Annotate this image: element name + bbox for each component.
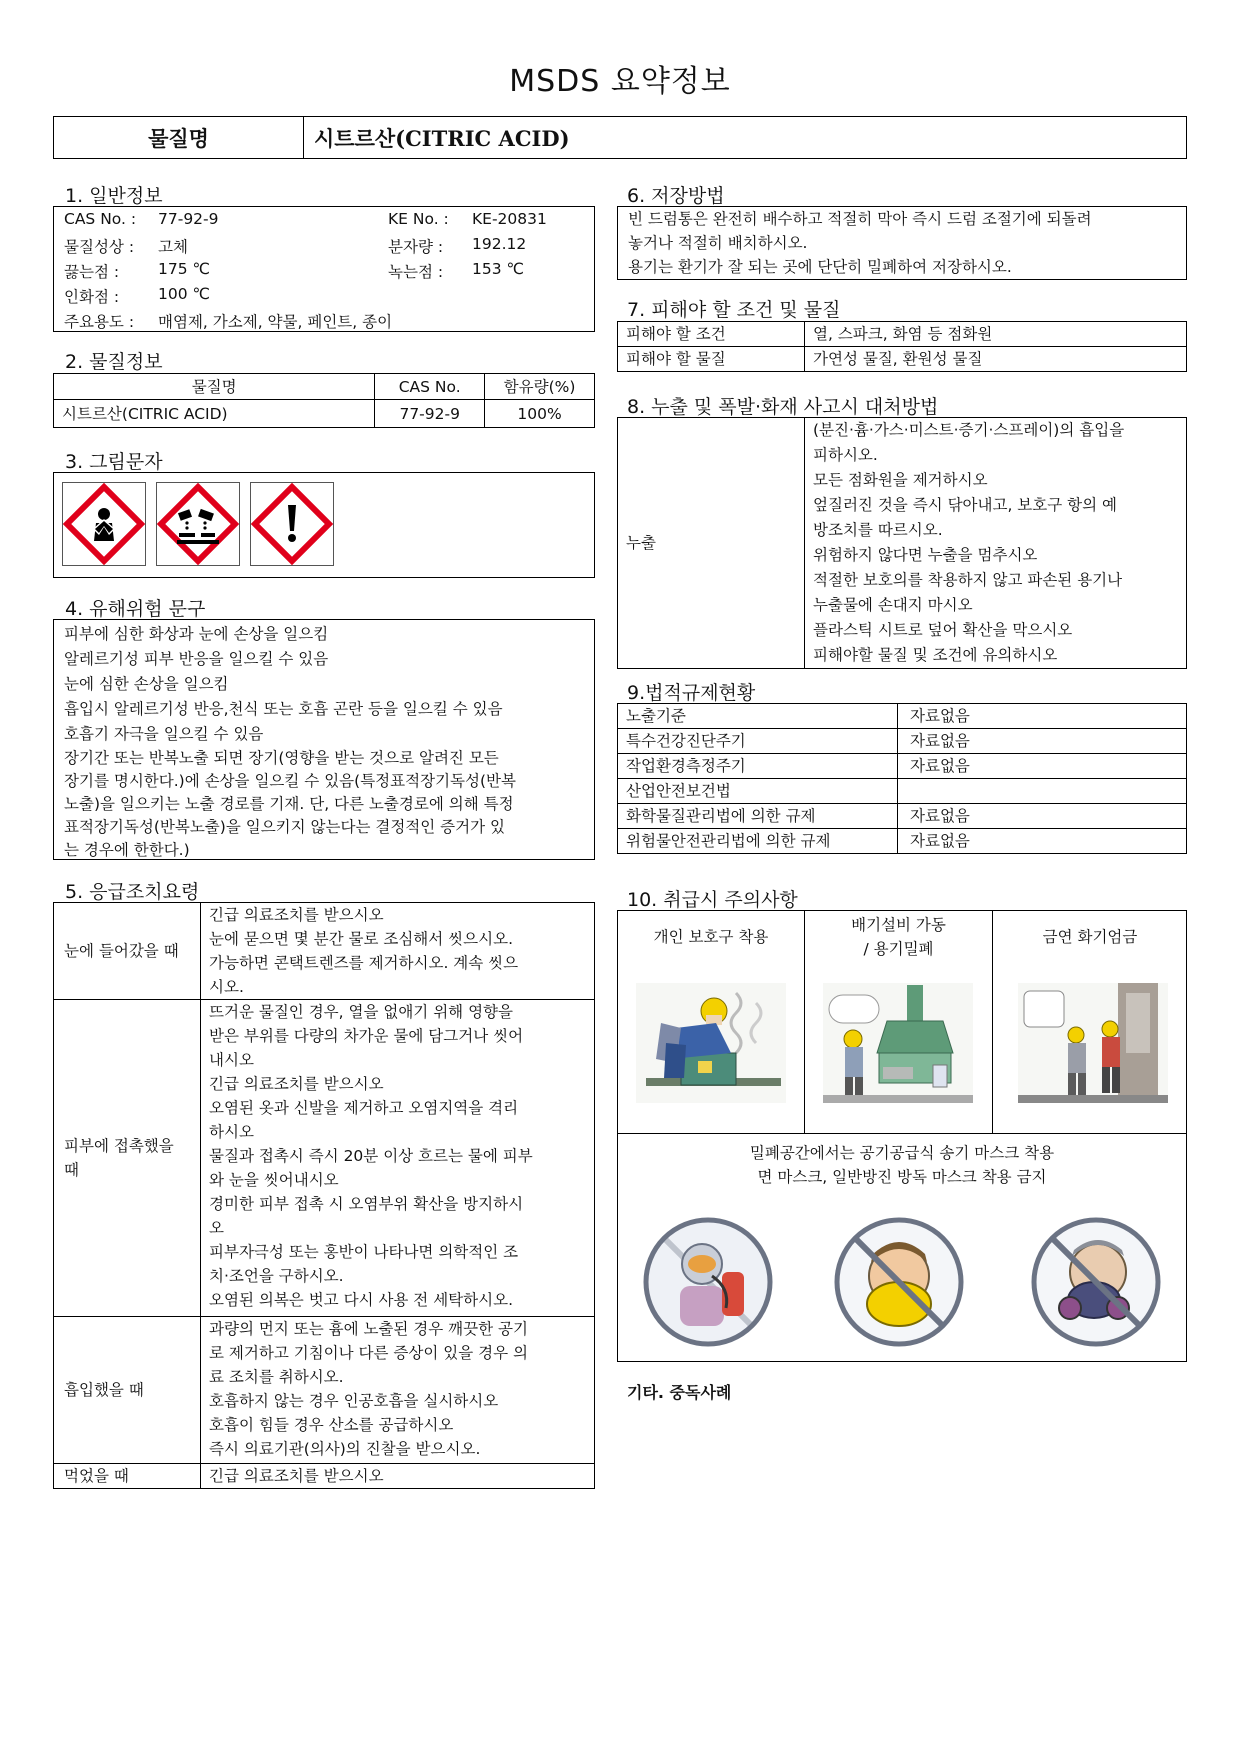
leak-table <box>617 417 1187 669</box>
eye-line: 긴급 의료조치를 받으시오 <box>209 906 384 924</box>
avoid-mat-label: 피해야 할 물질 <box>618 347 805 372</box>
row-substance-name: 시트르산(CITRIC ACID) <box>54 400 375 428</box>
mp-value: 153 ℃ <box>472 260 524 278</box>
corrosion-icon <box>156 482 240 566</box>
skin-line: 받은 부위를 다량의 차가운 물에 담그거나 씻어 <box>209 1027 524 1045</box>
substance-name-box <box>53 116 1187 159</box>
hazard-line: 장기를 명시한다.)에 손상을 일으킬 수 있음(특정표적장기독성(반복 <box>64 772 516 790</box>
use-label: 주요용도 : <box>64 313 135 331</box>
col-cas-header: CAS No. <box>375 374 485 400</box>
regulation-table <box>617 703 1187 854</box>
handling-col2-label <box>805 913 992 961</box>
substance-label: 물질명 <box>54 117 304 158</box>
leak-line: 누출물에 손대지 마시오 <box>813 596 973 614</box>
state-label: 물질성상 : <box>64 238 135 256</box>
sec9-heading: 9.법적규제현황 <box>627 682 756 704</box>
sec8-heading: 8. 누출 및 폭발·화재 사고시 대처방법 <box>627 396 939 418</box>
hazard-line: 장기간 또는 반복노출 되면 장기(영향을 받는 것으로 알려진 모든 <box>64 749 499 767</box>
eye-line: 가능하면 콘택트렌즈를 제거하시오. 계속 씻으 <box>209 954 519 972</box>
mask-note <box>618 1141 1186 1189</box>
cotton-mask-prohibited-icon <box>833 1216 965 1348</box>
fp-label: 인화점 : <box>64 288 120 306</box>
cas-value: 77-92-9 <box>158 210 219 228</box>
inhale-line: 호흡이 힘들 경우 산소를 공급하시오 <box>209 1416 454 1434</box>
hazard-line: 흡입시 알레르기성 반응,천식 또는 호흡 곤란 등을 일으킬 수 있음 <box>64 700 503 718</box>
hazard-line: 피부에 심한 화상과 눈에 손상을 일으킴 <box>64 625 329 643</box>
bp-label: 끓는점 : <box>64 263 120 281</box>
air-supplied-mask-icon <box>642 1216 774 1348</box>
leak-line: 피하시오. <box>813 446 878 464</box>
handling-col1-label: 개인 보호구 착용 <box>653 928 769 946</box>
mask-note-line1: 밀폐공간에서는 공기공급식 송기 마스크 착용 <box>749 1144 1055 1162</box>
storage-line: 용기는 환기가 잘 되는 곳에 단단히 밀폐하여 저장하시오. <box>628 258 1012 276</box>
leak-line: 플라스틱 시트로 덮어 확산을 막으시오 <box>813 621 1073 639</box>
skin-line: 와 눈을 씻어내시오 <box>209 1171 339 1189</box>
substance-table <box>53 373 595 428</box>
page-title: MSDS 요약정보 <box>509 64 731 99</box>
sec10-heading: 10. 취급시 주의사항 <box>627 889 798 911</box>
no-smoking-illustration <box>1018 983 1168 1103</box>
sec5-heading: 5. 응급조치요령 <box>65 881 200 903</box>
skin-line: 피부자극성 또는 홍반이 나타나면 의학적인 조 <box>209 1243 519 1261</box>
skin-line: 내시오 <box>209 1051 254 1069</box>
health-hazard-icon <box>62 482 146 566</box>
skin-line: 오염된 옷과 신발을 제거하고 오염지역을 격리 <box>209 1099 519 1117</box>
storage-line: 빈 드럼통은 완전히 배수하고 적절히 막아 즉시 드럼 조절기에 되돌려 <box>628 210 1092 228</box>
skin-line: 긴급 의료조치를 받으시오 <box>209 1075 384 1093</box>
skin-line: 경미한 피부 접촉 시 오염부위 확산을 방지하시 <box>209 1195 524 1213</box>
eye-label: 눈에 들어갔을 때 <box>54 903 201 1000</box>
leak-line: 엎질러진 것을 즉시 닦아내고, 보호구 항의 예 <box>813 496 1118 514</box>
col-content-header: 함유량(%) <box>485 374 595 400</box>
pictogram-box <box>53 472 595 578</box>
leak-line: 적절한 보호의를 착용하지 않고 파손된 용기나 <box>813 571 1123 589</box>
handling-col2-line2: / 용기밀폐 <box>863 940 934 958</box>
hazard-line: 눈에 심한 손상을 일으킴 <box>64 675 229 693</box>
substance-value: 시트르산(CITRIC ACID) <box>314 125 570 151</box>
exclamation-icon <box>250 482 334 566</box>
skin-line: 하시오 <box>209 1123 254 1141</box>
hazard-line: 노출)을 일으키는 노출 경로를 기재. 단, 다른 노출경로에 의해 특정 <box>64 795 514 813</box>
mp-label: 녹는점 : <box>388 263 444 281</box>
hazard-line: 호흡기 자극을 일으킬 수 있음 <box>64 725 264 743</box>
hazard-line: 알레르기성 피부 반응을 일으킬 수 있음 <box>64 650 329 668</box>
first-aid-table <box>53 902 595 1489</box>
leak-line: 방조치를 따르시오. <box>813 521 943 539</box>
sec7-heading: 7. 피해야 할 조건 및 물질 <box>627 299 841 321</box>
ingest-line: 긴급 의료조치를 받으시오 <box>201 1464 595 1489</box>
reg-label: 화학물질관리법에 의한 규제 <box>618 804 898 829</box>
reg-value: 자료없음 <box>898 754 1187 779</box>
ke-label: KE No. : <box>388 210 449 228</box>
protective-gear-illustration <box>636 983 786 1103</box>
general-info-box <box>53 206 595 332</box>
inhale-line: 로 제거하고 기침이나 다른 증상이 있을 경우 의 <box>209 1344 528 1362</box>
skin-line: 물질과 접촉시 즉시 20분 이상 흐르는 물에 피부 <box>209 1147 533 1165</box>
skin-line: 오염된 의복은 벗고 다시 사용 전 세탁하시오. <box>209 1291 514 1309</box>
row-content: 100% <box>485 400 595 428</box>
use-value: 매염제, 가소제, 약물, 페인트, 종이 <box>158 313 393 331</box>
leak-line: 위험하지 않다면 누출을 멈추시오 <box>813 546 1038 564</box>
skin-line: 치·조언을 구하시오. <box>209 1267 344 1285</box>
reg-value: 자료없음 <box>898 804 1187 829</box>
gas-mask-prohibited-icon <box>1030 1216 1162 1348</box>
mw-value: 192.12 <box>472 235 527 253</box>
leak-line: (분진·흄·가스·미스트·증기·스프레이)의 흡입을 <box>813 421 1125 439</box>
eye-line: 눈에 묻으면 몇 분간 물로 조심해서 씻으시오. <box>209 930 514 948</box>
sec4-heading: 4. 유해위험 문구 <box>65 598 206 620</box>
avoid-cond-value: 열, 스파크, 화염 등 점화원 <box>805 322 1187 347</box>
leak-label: 누출 <box>618 418 805 669</box>
reg-value: 자료없음 <box>898 704 1187 729</box>
inhale-line: 료 조치를 취하시오. <box>209 1368 344 1386</box>
divider <box>618 1133 1186 1134</box>
fp-value: 100 ℃ <box>158 285 210 303</box>
inhale-line: 즉시 의료기관(의사)의 진찰을 받으시오. <box>209 1440 481 1458</box>
sec1-heading: 1. 일반정보 <box>65 185 163 207</box>
eye-line: 시오. <box>209 978 244 996</box>
inhale-label: 흡입했을 때 <box>54 1317 201 1464</box>
reg-label: 산업안전보건법 <box>618 779 898 804</box>
leak-line: 모든 점화원을 제거하시오 <box>813 471 988 489</box>
inhale-line: 과량의 먼지 또는 흄에 노출된 경우 깨끗한 공기 <box>209 1320 528 1338</box>
col-name-header: 물질명 <box>54 374 375 400</box>
cas-label: CAS No. : <box>64 210 137 228</box>
avoid-table <box>617 321 1187 372</box>
other-poisoning-cases: 기타. 중독사례 <box>627 1383 732 1402</box>
storage-box <box>617 206 1187 280</box>
handling-box <box>617 910 1187 1362</box>
inhale-line: 호흡하지 않는 경우 인공호흡을 실시하시오 <box>209 1392 499 1410</box>
ke-value: KE-20831 <box>472 210 547 228</box>
state-value: 고체 <box>158 238 188 256</box>
sec2-heading: 2. 물질정보 <box>65 351 163 373</box>
row-cas: 77-92-9 <box>375 400 485 428</box>
hazard-line: 표적장기독성(반복노출)을 일으키지 않는다는 결정적인 증거가 있 <box>64 818 506 836</box>
ingest-label: 먹었을 때 <box>54 1464 201 1489</box>
reg-value: 자료없음 <box>898 829 1187 854</box>
handling-col2-line1: 배기설비 가동 <box>851 916 946 934</box>
skin-line: 뜨거운 물질인 경우, 열을 없애기 위해 영향을 <box>209 1003 514 1021</box>
storage-line: 놓거나 적절히 배치하시오. <box>628 234 808 252</box>
exhaust-equipment-illustration <box>823 983 973 1103</box>
leak-line: 피해야할 물질 및 조건에 유의하시오 <box>813 646 1058 664</box>
sec6-heading: 6. 저장방법 <box>627 185 725 207</box>
avoid-cond-label: 피해야 할 조건 <box>618 322 805 347</box>
reg-value <box>898 779 1187 804</box>
mask-note-line2: 면 마스크, 일반방진 방독 마스크 착용 금지 <box>757 1168 1047 1186</box>
hazard-line: 는 경우에 한한다.) <box>64 841 190 859</box>
handling-col3-label: 금연 화기엄금 <box>1042 928 1138 946</box>
bp-value: 175 ℃ <box>158 260 210 278</box>
reg-label: 작업환경측정주기 <box>618 754 898 779</box>
reg-value: 자료없음 <box>898 729 1187 754</box>
reg-label: 위험물안전관리법에 의한 규제 <box>618 829 898 854</box>
reg-label: 노출기준 <box>618 704 898 729</box>
avoid-mat-value: 가연성 물질, 환원성 물질 <box>805 347 1187 372</box>
skin-label: 피부에 접촉했을 때 <box>54 1000 201 1317</box>
sec3-heading: 3. 그림문자 <box>65 451 163 473</box>
mw-label: 분자량 : <box>388 238 444 256</box>
hazard-statements-box <box>53 619 595 860</box>
reg-label: 특수건강진단주기 <box>618 729 898 754</box>
skin-line: 오 <box>209 1219 224 1237</box>
